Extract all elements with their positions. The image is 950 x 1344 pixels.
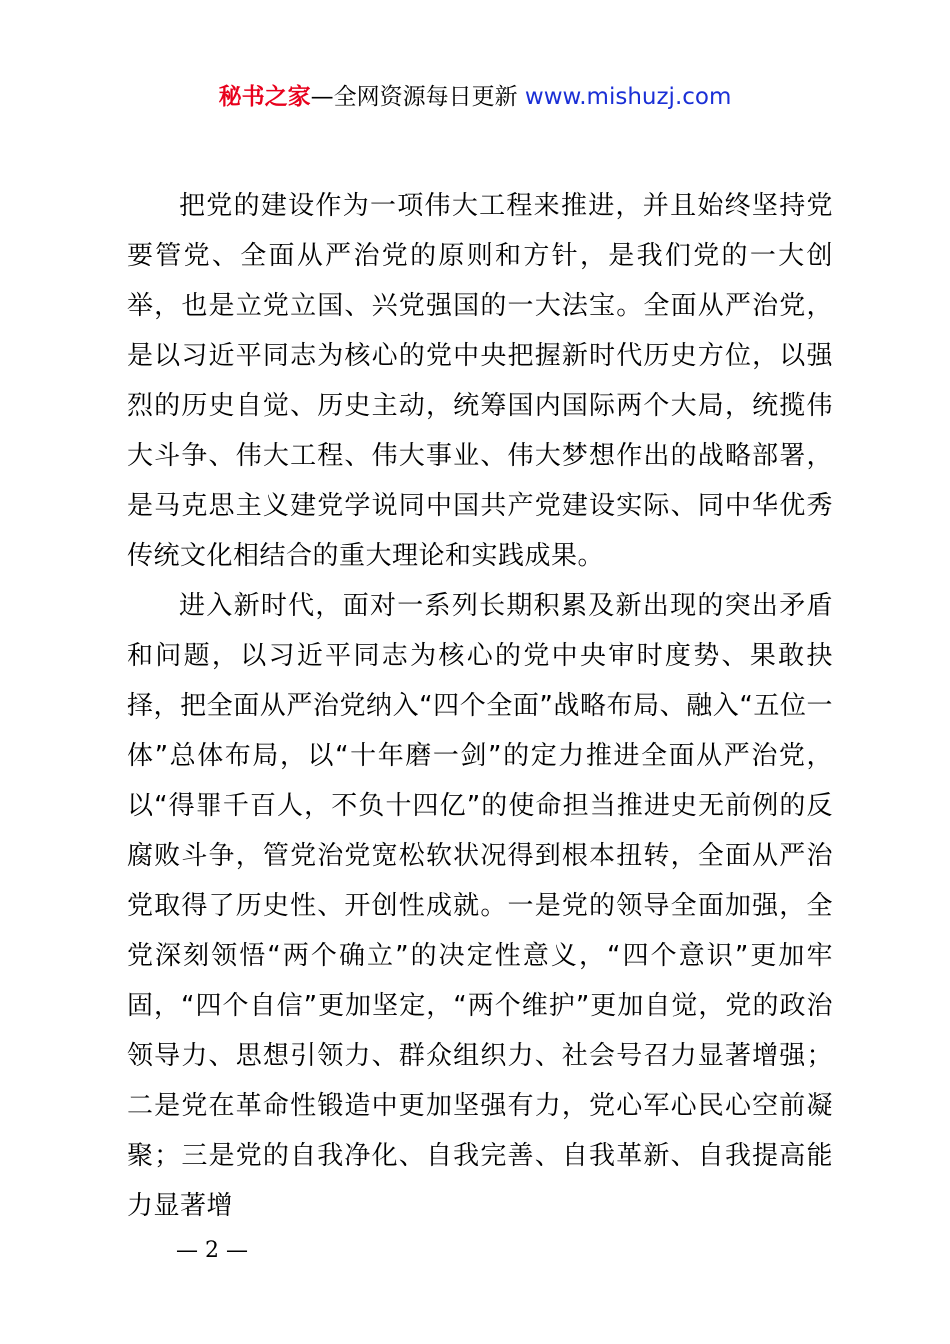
document-body — [127, 181, 833, 1231]
paragraph-1: 把党的建设作为一项伟大工程来推进，并且始终坚持党要管党、全面从严治党的原则和方针，是我们党的一大创举，也是立党立国、兴党强国的一大法宝。全面从严治党，是以习近平同志为核心的党中央把握新时代历史方位，以强烈的历史自觉、历史主动，统筹国内国际两个大局，统揽伟大斗争、伟大工程、伟大事业、伟大梦想作出的战略部署，是马克思主义建党学说同中国共产党建设实际、同中华优秀传统文化相结合的重大理论和实践成果。 — [127, 191, 833, 571]
site-header — [0, 82, 950, 112]
brand-name: 秘书之家 — [218, 84, 311, 110]
header-tagline: —全网资源每日更新 — [310, 84, 518, 110]
site-url-link[interactable]: www.mishuzj.com — [524, 84, 732, 110]
page-number: — 2 — — [176, 1238, 248, 1263]
paragraph-2: 进入新时代，面对一系列长期积累及新出现的突出矛盾和问题，以习近平同志为核心的党中央审时度势、果敢抉择，把全面从严治党纳入“四个全面”战略布局、融入“五位一体”总体布局，以“十年磨一剑”的定力推进全面从严治党，以“得罪千百人，不负十四亿”的使命担当推进史无前例的反腐败斗争，管党治党宽松软状况得到根本扭转，全面从严治党取得了历史性、开创性成就。一是党的领导全面加强，全党深刻领悟“两个确立”的决定性意义，“四个意识”更加牢固，“四个自信”更加坚定，“两个维护”更加自觉，党的政治领导力、思想引领力、群众组织力、社会号召力显著增强；二是党在革命性锻造中更加坚强有力，党心军心民心空前凝聚；三是党的自我净化、自我完善、自我革新、自我提高能力显著增 — [127, 591, 833, 1221]
